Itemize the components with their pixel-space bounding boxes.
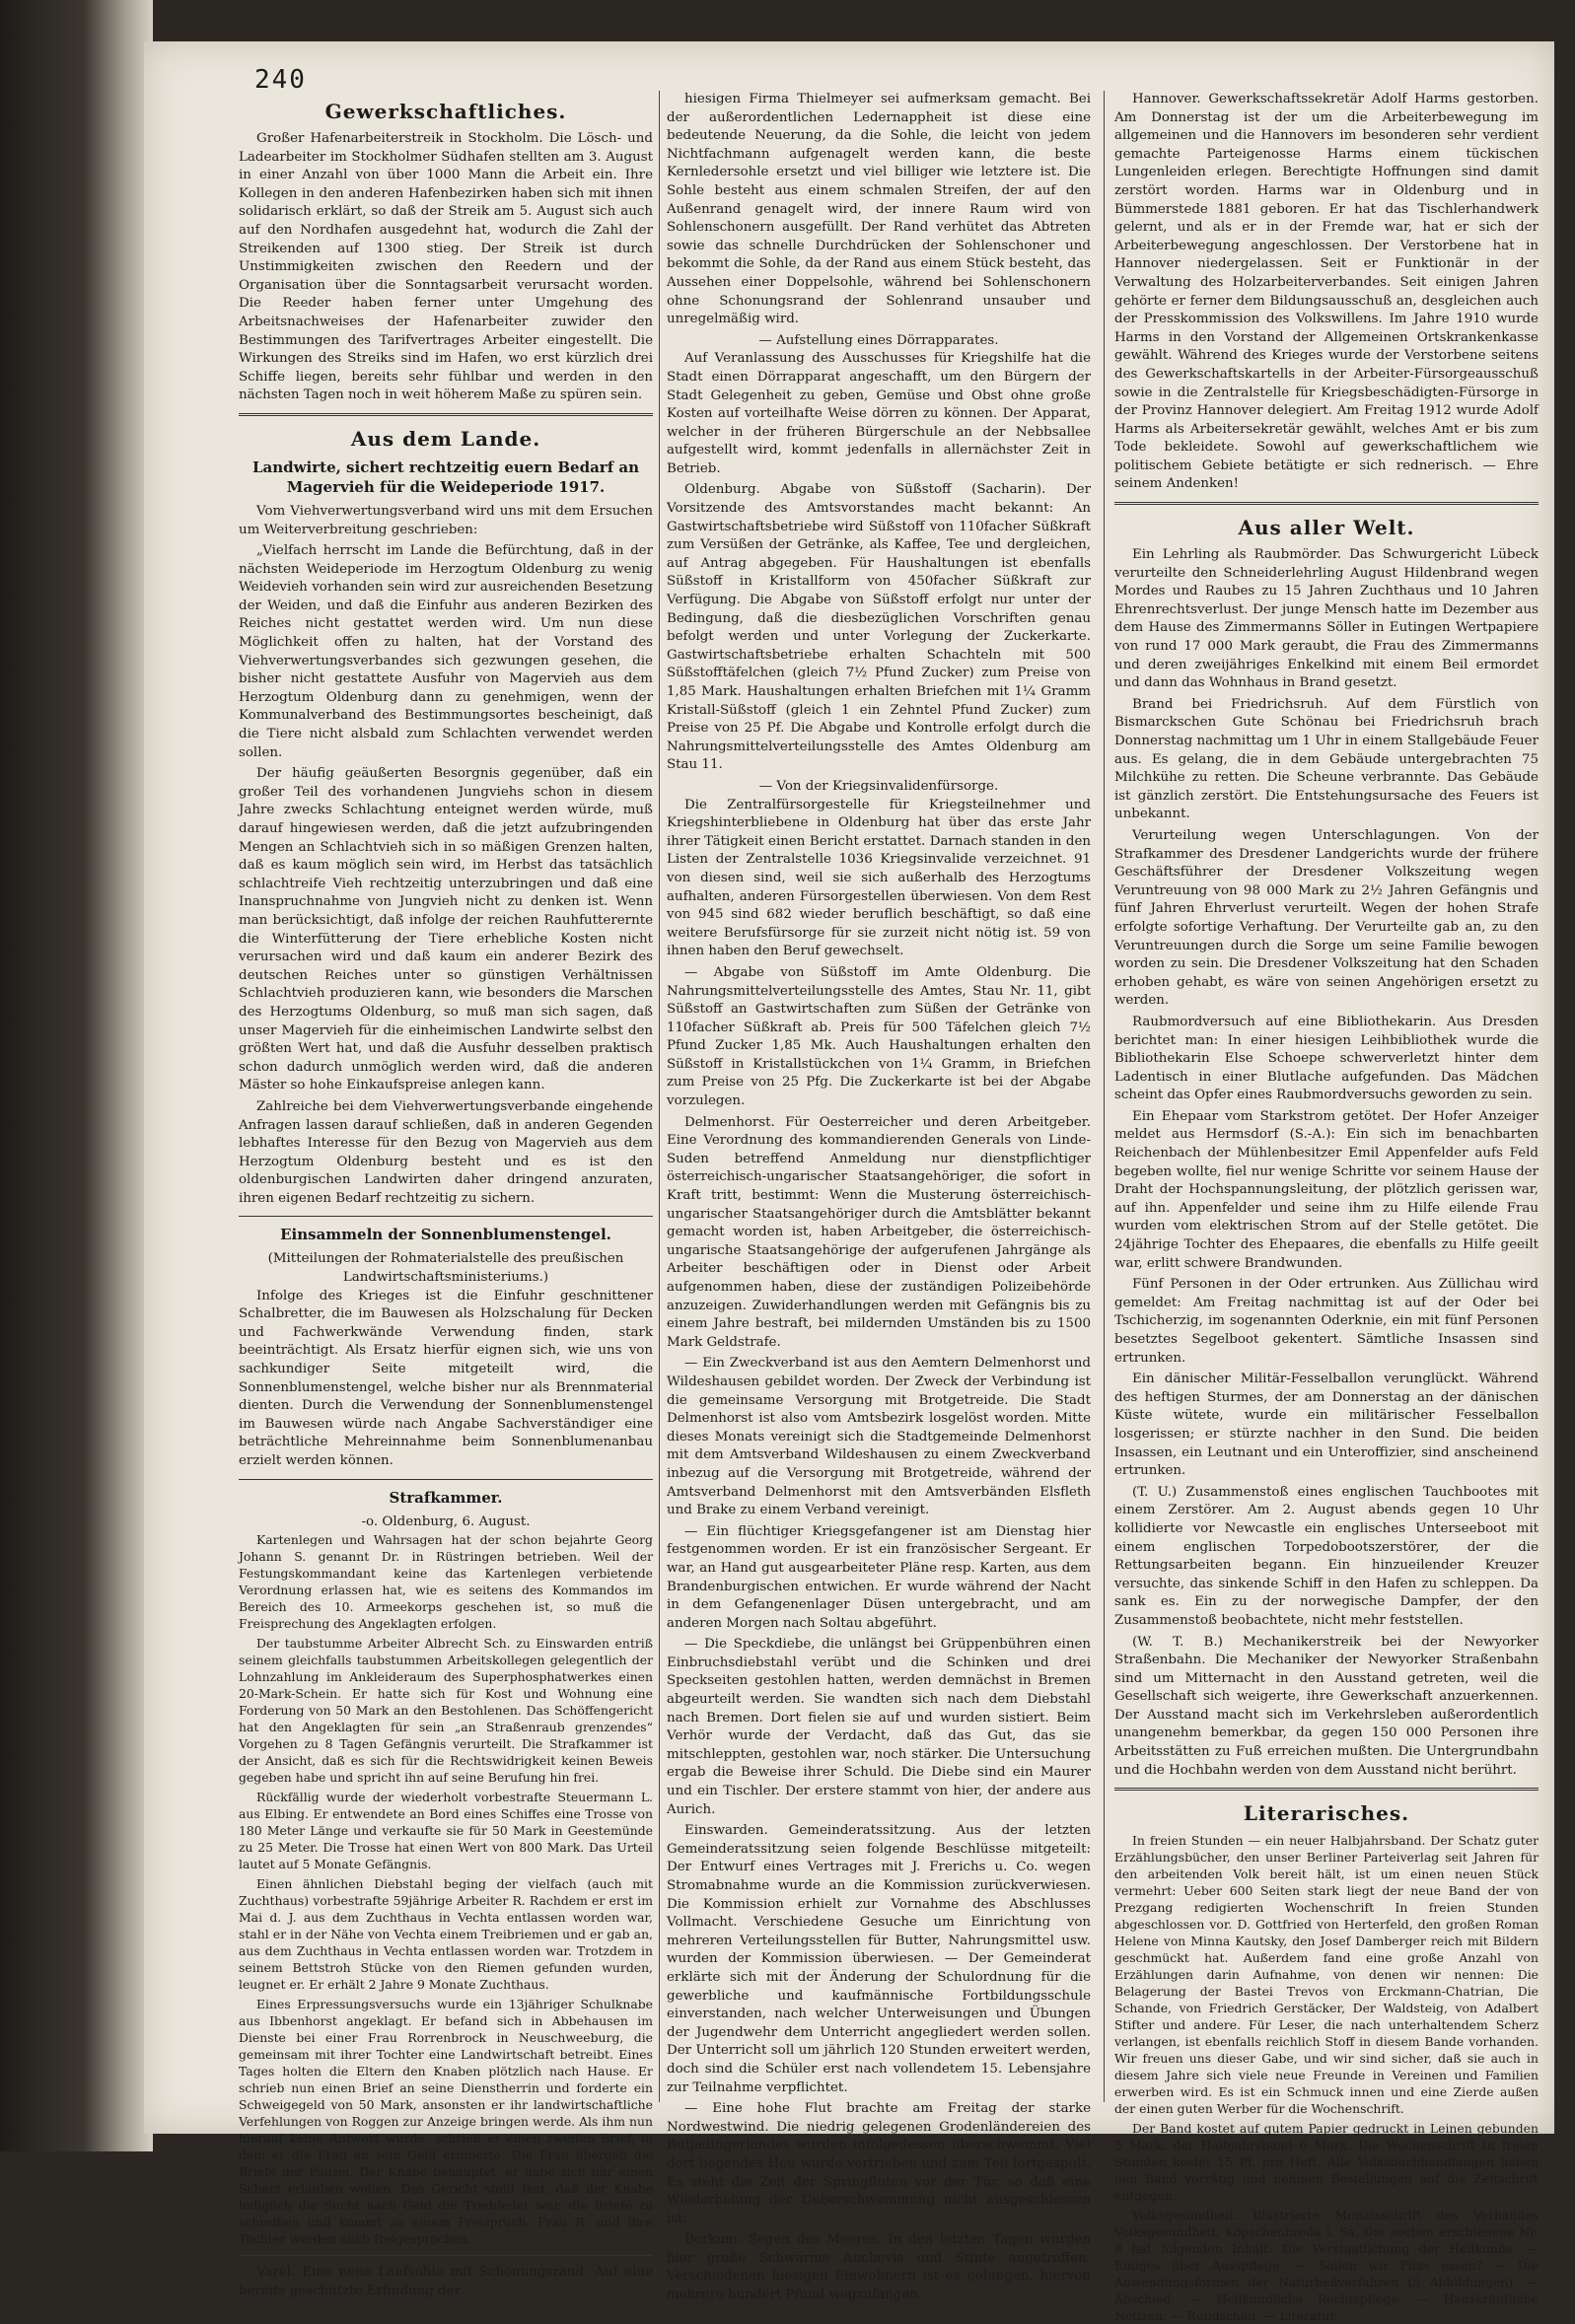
column-1 [239, 91, 653, 2298]
paragraph: Delmenhorst. Für Oesterreicher und deren Arbeitgeber. Eine Verordnung des kommandierenden Generals von Linde-Suden betreffend Anmeldung nur dienstpflichtiger österreichisch-ungarischer Staatsangehöriger, die sofort in Kraft tritt, bestimmt: Wenn die Musterung österreichisch-ungarischer Staatsangehöriger durch die Amtsblätter bekannt gemacht worden ist, haben Arbeitgeber, die österreichisch-ungarische Staatsangehörige der aufgerufenen Jahrgänge als Arbeiter beschäftigen oder in Dienst oder Arbeit aufgenommen haben, diese der zuständigen Polizeibehörde anzuzeigen. Zuwiderhandlungen werden mit Gefängnis bis zu einem Jahre bestraft, bei mildernden Umständen bis zu 1500 Mark Geldstrafe. [667, 1114, 1091, 1350]
paragraph: Der Band kostet auf gutem Papier gedruckt in Leinen gebunden 5 Mark, der Halbjahrsband 6 Mark. Die Wochenschrift In freien Stunden kostet 15 Pf. pro Heft. Alle Volksbuchhandlungen haben den Band vorrätig und nehmen Bestellungen auf die Zeitschrift entgegen. [1114, 2121, 1539, 2204]
paragraph: Hannover. Gewerkschaftssekretär Adolf Harms gestorben. Am Donnerstag ist der um die Arbeiterbewegung im allgemeinen und die Hannovers im besonderen sehr verdient gemachte Parteigenosse Harms einem tückischen Lungenleiden erlegen. Berechtigte Hoffnungen sind damit zerstört worden. Harms war in Oldenburg und in Bümmerstede 1881 geboren. Er hat das Tischlerhandwerk gelernt, und als er in der Fremde war, hat er sich der Arbeiterbewegung angeschlossen. Der Verstorbene hat in Hannover niedergelassen. Seit er Funktionär in der Verwaltung des Holzarbeiterverbandes. Seit einigen Jahren gehörte er ferner dem Bildungsausschuß an, desgleichen auch der Presskommission des Volkswillens. Im Jahre 1910 wurde Harms in den Vorstand der Allgemeinen Ortskrankenkasse gewählt. Während des Krieges wurde der Verstorbene seitens des Gewerkschaftskartells in der Arbeiter-Fürsorgeausschuß sowie in die Zentralstelle für Kriegsbeschädigten-Fürsorge in der Provinz Hannover delegiert. Am Freitag 1912 wurde Adolf Harms als Arbeitersekretär gewählt, welches Amt er bis zum Tode bekleidete. Sowohl auf gewerkschaftlichem wie politischem Gebiete betätigte er sich rednerisch. — Ehre seinem Andenken! [1114, 92, 1539, 492]
paragraph: — Abgabe von Süßstoff im Amte Oldenburg. Die Nahrungsmittelverteilungsstelle des Amtes, Stau Nr. 11, gibt Süßstoff an Gastwirtschaften zum Süßen der Getränke von 110facher Süßkraft ab. Preis für 500 Täfelchen gleich 7½ Pfund Zucker 1,85 Mk. Auch Haushaltungen erhalten den Süßstoff in Kristallstückchen von 1¼ Gramm, in Briefchen zum Preise von 25 Pfg. Die Zuckerkarte ist bei der Abgabe vorzulegen. [667, 964, 1091, 1109]
article-source-note: (Mitteilungen der Rohmaterialstelle des preußischen Landwirtschaftsministeriums.) [267, 1251, 624, 1286]
paragraph: Ein Lehrling als Raubmörder. Das Schwurgericht Lübeck verurteilte den Schneiderlehrling August Hildenbrand wegen Mordes und Raubes zu 15 Jahren Zuchthaus und 10 Jahren Ehrenrechtsverlust. Der junge Mensch hatte im Dezember aus dem Hause des Zimmermanns Söller in Eutingen Wertpapiere von rund 17 000 Mark geraubt, die Frau des Zimmermanns und deren zweijähriges Enkelkind mit einem Beil ermordet und dann das Wohnhaus in Brand gesetzt. [1114, 547, 1539, 691]
paragraph: (T. U.) Zusammenstoß eines englischen Tauchbootes mit einem Zerstörer. Am 2. August abends gegen 10 Uhr kollidierte vor Newcastle ein englisches Unterseeboot mit einem englischen Torpedobootszerstörer, der die Rettungsarbeiten begann. Ein hinzueilender Kreuzer versuchte, das sinkende Schiff in den Hafen zu schleppen. Da sank es. Ein zu der norwegische Dampfer, der den Zusammenstoß beobachtete, nicht mehr feststellen. [1114, 1484, 1539, 1628]
paragraph: Varel. Eine neue Laufsohle mit Schonungsrand. Auf eine bereits geschützte Erfindung der [239, 2265, 653, 2298]
paragraph: Oldenburg. Abgabe von Süßstoff (Sacharin). Der Vorsitzende des Amtsvorstandes macht bekannt: An Gastwirtschaftsbetriebe wird Süßstoff von 110facher Süßkraft zum Versüßen der Getränke, als Kaffee, Tee und dergleichen, auf Antrag abgegeben. Für Haushaltungen ist ebenfalls Süßstoff in Kristallform von 450facher Süßkraft zur Verfügung. Die Abgabe von Süßstoff erfolgt nur unter der Bedingung, daß die diesbezüglichen Vorschriften genau befolgt werden und unter Vorlegung der Zuckerkarte. Gastwirtschaftsbetriebe erhalten Schachteln mit 500 Süßstofftäfelchen (gleich 7½ Pfund Zucker) zum Preise von 1,85 Mark. Haushaltungen erhalten Briefchen mit 1¼ Gramm Kristall-Süßstoff (gleich 1 ein Zehntel Pfund Zucker) zum Preise von 25 Pf. Die Abgabe und Kontrolle erfolgt durch die Nahrungsmittelverteilungsstelle des Amtes Oldenburg am Stau 11. [667, 482, 1091, 773]
column-rule-1 [659, 91, 660, 2102]
column-rule-2 [1104, 91, 1105, 2102]
article-headline-magervieh: Landwirte, sichert rechtzeitig euern Bedarf an Magervieh für die Weideperiode 1917. [251, 458, 640, 496]
paragraph: Einswarden. Gemeinderatssitzung. Aus der letzten Gemeinderatssitzung seien folgende Beschlüsse mitgeteilt: Der Entwurf eines Vertrages mit J. Frerichs u. Co. wegen Stromabnahme wurde an die Kommission zurückverwiesen. Die Kommission erhielt zur Vornahme des Abschlusses Vollmacht. Verschiedene Gesuche um Einrichtung von mehreren Verteilungsstellen für Butter, Nahrungsmittel usw. wurden der Kommission überwiesen. — Der Gemeinderat erklärte sich mit der Änderung der Schulordnung für die gewerbliche und kaufmännische Fortbildungsschule einverstanden, nach welcher Unterweisungen und Übungen der Jugendwehr dem Unterricht angegliedert werden sollen. Der Unterricht soll um jährlich 120 Stunden erweitert werden, doch sind die Schüler erst nach vollendetem 15. Lebensjahre zur Teilnahme verpflichtet. [667, 1823, 1091, 2095]
section-divider [239, 413, 653, 416]
paragraph: In freien Stunden — ein neuer Halbjahrsband. Der Schatz guter Erzählungsbücher, den unser Berliner Parteiverlag seit Jahren für den arbeitenden Volk bereit hält, ist um einen neuen Stück vermehrt: Ueber 600 Seiten stark liegt der neue Band der von Prezgang redigierten Wochenschrift In freien Stunden abgeschlossen vor. D. Gottfried von Herterfeld, den großen Roman Helene von Minna Kautsky, den Josef Damberger reich mit Bildern geschmückt hat. Außerdem fand eine große Anzahl von Erzählungen darin Aufnahme, von denen wir nennen: Die Belagerung der Bastei Trevos von Erckmann-Chatrian, Die Schande, von Friedrich Gerstäcker, Der Waldsteig, von Adalbert Stifter und andere. Für Leser, die nach unterhaltendem Scherz verlangen, ist ebenfalls reichlich Stoff in diesem Bande vorhanden. Wir freuen uns dieser Gabe, und wir sind sicher, daß sie auch in diesem Jahre sich viele neue Freunde in Vereinen und Familien erwerben wird. Es ist ein Schmuck innen und eine Zierde außen der einen guten Werber für die Wochenschrift. [1114, 1833, 1539, 2117]
paragraph: Der häufig geäußerten Besorgnis gegenüber, daß ein großer Teil des vorhandenen Jungviehs schon in diesem Jahre zwecks Schlachtung enteignet werden würde, muß darauf hingewiesen werden, daß die jetzt aufzubringenden Mengen an Schlachtvieh sich in so mäßigen Grenzen halten, daß es kaum möglich sein wird, im Herbst das tatsächlich schlachtreife Vieh rechtzeitig unterzubringen und daß eine Inanspruchnahme von Jungvieh nicht zu denken ist. Wenn man berücksichtigt, daß infolge der reichen Rauhfutterernte die Winterfütterung der Tiere erhebliche Kosten nicht verursachen wird und daß kaum ein anderer Bezirk des deutschen Reiches unter so günstigen Verhältnissen Schlachtvieh produzieren kann, wie besonders die Marschen des Herzogtums Oldenburg, so muß man sich sagen, daß unser Magervieh für die einheimischen Landwirte selbst den größten Wert hat, und daß die Ausfuhr desselben praktisch schon dadurch unmöglich werden wird, daß die anderen Mäster so hohe Einkaufspreise anlegen kann. [239, 766, 653, 1093]
paragraph: Auf Veranlassung des Ausschusses für Kriegshilfe hat die Stadt einen Dörrapparat angeschafft, um den Bürgern der Stadt Gelegenheit zu geben, Gemüse und Obst ohne große Kosten auf vorteilhafte Weise dörren zu können. Der Apparat, welcher in der früheren Bürgerschule an der Nebbsallee aufgestellt wird, kommt jedenfalls in allernächster Zeit in Betrieb. [667, 351, 1091, 476]
paragraph: Verurteilung wegen Unterschlagungen. Von der Strafkammer des Dresdener Landgerichts wurde der frühere Geschäftsführer der Dresdener Volkszeitung wegen Veruntreuung von 98 000 Mark zu 2½ Jahren Gefängnis und fünf Jahren Ehrverlust verurteilt. Wegen der hohen Strafe erfolgte sofortige Verhaftung. Der Verurteilte gab an, zu den Veruntreuungen durch die Sorge um seine Familie bewogen worden zu sein. Die Dresdener Volkszeitung hat den Schaden erhoben gehabt, es wäre von seinen Angehörigen ersetzt zu werden. [1114, 827, 1539, 1009]
paragraph: Brand bei Friedrichsruh. Auf dem Fürstlich von Bismarckschen Gute Schönau bei Friedrichsruh brach Donnerstag nachmittag um 1 Uhr in einem Stallgebäude Feuer aus. Es gelang, die in dem Gebäude untergebrachten 75 Milchkühe zu retten. Die Scheune verbrannte. Das Gebäude ist gänzlich zerstört. Die Entstehungsursache des Feuers ist unbekannt. [1114, 696, 1539, 822]
paragraph: (W. T. B.) Mechanikerstreik bei der Newyorker Straßenbahn. Die Mechaniker der Newyorker Straßenbahn sind um Mitternacht in den Ausstand getreten, weil die Gesellschaft sich weigerte, ihre Gewerkschaft anzuerkennen. Der Ausstand macht sich im Verkehrsleben außerordentlich unangenehm bemerkbar, da gegen 150 000 Personen ihre Arbeitsstätten zu Fuß erreichen mußten. Die Untergrundbahn und die Hochbahn werden von dem Ausstand nicht berührt. [1114, 1634, 1539, 1778]
paragraph: hiesigen Firma Thielmeyer sei aufmerksam gemacht. Bei der außerordentlichen Ledernappheit ist diese eine bedeutende Neuerung, da die Sohle, die leicht von jedem Nichtfachmann aufgenagelt werden kann, die beste Kernledersohle ersetzt und viel billiger wie letztere ist. Die Sohle besteht aus einem schmalen Streifen, der auf den Außenrand genagelt wird, der innere Raum wird von Sohlenschonern ausgefüllt. Der Rand verhütet das Abtreten sowie das schnelle Durchdrücken der Sohlenschoner und bekommt die Sohle, da der Rand aus einem Stück besteht, das Aussehen einer Doppelsohle, während bei Sohlenschonern ohne Schonungsrand der Sohlenrand unsauber und unregelmäßig wird. [667, 92, 1091, 327]
article-divider [239, 1479, 653, 1480]
paragraph: Zahlreiche bei dem Viehverwertungsverbande eingehende Anfragen lassen darauf schließen, daß in anderen Gegenden lebhaftes Interesse für den Bezug von Magervieh aus dem Herzogtum Oldenburg besteht und es ist den oldenburgischen Landwirten daher dringend anzuraten, ihren eigenen Bedarf rechtzeitig zu sichern. [239, 1098, 653, 1206]
section-divider [1114, 1788, 1539, 1791]
dateline: -o. Oldenburg, 6. August. [361, 1514, 531, 1529]
paragraph: „Vielfach herrscht im Lande die Befürchtung, daß in der nächsten Weideperiode im Herzogtum Oldenburg zu wenig Weidevieh vorhanden sein wird zur ausreichenden Besetzung der Weiden, und daß die Einfuhr aus anderen Bezirken des Reiches nicht gestattet werden wird. Um nun diese Möglichkeit offen zu halten, hat der Vorstand des Viehverwertungsverbandes sich gezwungen gesehen, die bisher nicht gestattete Ausfuhr von Magervieh aus dem Herzogtum Oldenburg dann zu genehmigen, wenn der Kommunalverband des Bestimmungsortes bescheinigt, daß die Tiere nicht alsbald zum Schlachten verwendet werden sollen. [239, 543, 653, 760]
section-title-literarisches: Literarisches. [1243, 1801, 1410, 1826]
paragraph: Ein dänischer Militär-Fesselballon verunglückt. Während des heftigen Sturmes, der am Donnerstag an der dänischen Küste wütete, wurde ein militärischer Fesselballon losgerissen; er stürzte nachher in den Sund. Die beiden Insassen, ein Leutnant und ein Unteroffizier, sind anscheinend ertrunken. [1114, 1372, 1539, 1479]
paragraph: Einen ähnlichen Diebstahl beging der vielfach (auch mit Zuchthaus) vorbestrafte 59jährige Arbeiter R. Rachdem er erst im Mai d. J. aus dem Zuchthaus in Vechta entlassen worden war, stahl er in der Nähe von Vechta einem Treibriemen und er gab an, aus dem Zuchthaus in Vechta entlassen worden war. Trotzdem in seinem Bettstroh Stücke von den Riemen gefunden wurden, leugnet er. Er erhält 2 Jahre 9 Monate Zuchthaus. [239, 1876, 653, 1993]
paragraph: — Die Speckdiebe, die unlängst bei Grüppenbühren einen Einbruchsdiebstahl verübt und die Schinken und drei Speckseiten gestohlen hatten, werden demnächst in Bremen abgeurteilt werden. Sie wandten sich nach dem Diebstahl nach Bremen. Dort fielen sie auf und wurden sistiert. Beim Verhör wurde der Verdacht, daß das Gut, das sie mitschleppten, gestohlen war, noch stärker. Die Untersuchung ergab die Beweise ihrer Schuld. Die Diebe sind ein Maurer und ein Tischler. Der erstere stammt von hier, der andere aus Aurich. [667, 1637, 1091, 1817]
column-3 [1114, 91, 1539, 2324]
article-headline-kriegsinvaliden: — Von der Kriegsinvalidenfürsorge. [758, 778, 999, 794]
section-title-aus-dem-lande: Aus dem Lande. [350, 426, 541, 451]
article-hafenarbeiterstreik: Großer Hafenarbeiterstreik in Stockholm. Die Lösch- und Ladearbeiter im Stockholmer Südhafen stellten am 3. August in einer Anzahl von über 1000 Mann die Arbeit ein. Ihre Kollegen in den anderen Hafenbezirken haben sich mit ihnen solidarisch erklärt, so daß der Streik am 5. August sich auch auf den Nordhafen ausgedehnt hat, wodurch die Zahl der Streikenden auf 1300 stieg. Der Streik ist durch Unstimmigkeiten zwischen den Reedern und der Organisation über die Sonntagsarbeit verursacht worden. Die Reeder haben ferner unter Umgehung des Arbeitsnachweises der Hafenarbeiter zuwider den Bestimmungen des Tarifvertrages Arbeiter eingestellt. Die Wirkungen des Streiks sind im Hafen, wo erst kürzlich drei Schiffe liegen, bereits sehr fühlbar und werden in den nächsten Tagen noch in weit höherem Maße zu spüren sein. [239, 131, 653, 403]
book-spine-shadow [0, 0, 153, 2151]
paragraph: — Ein Zweckverband ist aus den Aemtern Delmenhorst und Wildeshausen gebildet worden. Der Zweck der Verbindung ist die gemeinsame Versorgung mit Brotgetreide. Die Stadt Delmenhorst ist also vom Amtsbezirk losgelöst worden. Mitte dieses Monats vereinigt sich die Stadtgemeinde Delmenhorst mit dem Amtsverband Wildeshausen zu einem Zweckverband inbezug auf die Versorgung mit Brotgetreide, während der Amtsverband Delmenhorst mit den Amtsverbänden Elsfleth und Brake zu einem Verband vereinigt. [667, 1356, 1091, 1518]
paragraph: — Ein flüchtiger Kriegsgefangener ist am Dienstag hier festgenommen worden. Er ist ein französischer Sergeant. Er war, an Hand gut ausgearbeiteter Pläne resp. Karten, aus dem Brandenburgischen entwichen. Er wurde während der Nacht in dem Gefangenenlager Düsen untergebracht, und am anderen Morgen nach Soltau abgeführt. [667, 1523, 1091, 1631]
section-title-gewerkschaftliches: Gewerkschaftliches. [324, 100, 567, 123]
column-2 [667, 91, 1091, 2303]
paragraph: Infolge des Krieges ist die Einfuhr geschnittener Schalbretter, die im Bauwesen als Holzschalung für Decken und Fachwerkwände Verwendung finden, stark beeinträchtigt. Als Ersatz hierfür eignen sich, wie uns von sachkundiger Seite mitgeteilt wird, die Sonnenblumenstengel, welche bisher nur als Brennmaterial dienten. Durch die Verwendung der Sonnenblumenstengel im Bauwesen würde nach Angabe Sachverständiger eine beträchtliche Mehreinnahme beim Sonnenblumenanbau erzielt werden können. [239, 1288, 653, 1468]
paragraph: Rückfällig wurde der wiederholt vorbestrafte Steuermann L. aus Elbing. Er entwendete an Bord eines Schiffes eine Trosse von 180 Meter Länge und verkaufte sie für 50 Mark in Geestemünde zu 25 Meter. Die Trosse hat einen Wert von 800 Mark. Das Urteil lautet auf 5 Monate Gefängnis. [239, 1790, 653, 1872]
paragraph: Fünf Personen in der Oder ertrunken. Aus Züllichau wird gemeldet: Am Freitag nachmittag ist auf der Oder bei Tschicherzig, im sogenannten Oderknie, ein mit fünf Personen besetztes Segelboot gekentert. Sämtliche Insassen sind ertrunken. [1114, 1277, 1539, 1366]
paragraph: Eines Erpressungsversuchs wurde ein 13jähriger Schulknabe aus Ibbenhorst angeklagt. Er befand sich in Abbehausen im Dienste bei einer Frau Rorrenbrock in Neuschweeburg, die gemeinsam mit ihrer Tochter eine Landwirtschaft betreibt. Eines Tages holten die Eltern den Knaben plötzlich nach Hause. Er schrieb nun einen Brief an seine Dienstherrin und forderte ein Schweigegeld von 50 Mark, ansonsten er ihr landwirtschaftliche Verfehlungen von Roggen zur Anzeige bringen werde. Als ihm nun hierauf keine Antwort wurde, schrieb er einen zweiten Brief, in dem er die Frau an sein Geld erinnerte. Die Frau übergab die Briefe der Polizei. Der Knabe behauptet, er habe sich nur einen Scherz erlauben wollen. Das Gericht stellt fest, daß der Knabe lediglich die Sucht nach Geld die Triebfeder war, die Briefe zu schreiben und kommt zu einem Freispruch. Frau R. und ihre Tochter werden auch freigesprochen. [239, 1997, 653, 2247]
paragraph: Raubmordversuch auf eine Bibliothekarin. Aus Dresden berichtet man: In einer hiesigen Leihbibliothek wurde die Bibliothekarin Else Schoepe schwerverletzt hinter dem Ladentisch in einer Blutlache aufgefunden. Das Mädchen scheint das Opfer eines Raubmordversuchs geworden zu sein. [1114, 1014, 1539, 1103]
paragraph: Der taubstumme Arbeiter Albrecht Sch. zu Einswarden entriß seinem gleichfalls taubstummen Arbeitskollegen gelegentlich der Lohnzahlung im Ankleideraum des Superphosphatwerkes einen 20-Mark-Schein. Er hatte sich für Kost und Wohnung eine Forderung von 50 Mark an den Bestohlenen. Das Schöffengericht hat den Angeklagten für sein „an Straßenraub grenzendes“ Vorgehen zu 8 Tagen Gefängnis verurteilt. Die Strafkammer ist der Ansicht, daß es sich für die Rechtswidrigkeit keinen Beweis gegeben habe und spricht ihn auf seine Berufung hin frei. [239, 1636, 653, 1786]
paragraph: Die Zentralfürsorgestelle für Kriegsteilnehmer und Kriegshinterbliebene in Oldenburg hat über das erste Jahr ihrer Tätigkeit einen Bericht erstattet. Darnach standen in den Listen der Zentralstelle 1036 Kriegsinvalide verzeichnet. 91 von diesen sind, weil sie sich außerhalb des Herzogtums aufhalten, anderen Fürsorgestellen überwiesen. Von dem Rest von 945 sind 682 wieder beruflich beschäftigt, so daß eine weitere Berufsfürsorge für sie zurzeit nicht nötig ist. 59 von ihnen haben den Beruf gewechselt. [667, 797, 1091, 959]
article-divider [239, 2255, 653, 2256]
section-title-aus-aller-welt: Aus aller Welt. [1238, 516, 1415, 540]
section-divider [1114, 502, 1539, 505]
article-headline-sonnenblumen: Einsammeln der Sonnenblumenstengel. [280, 1226, 611, 1244]
paragraph: — Eine hohe Flut brachte am Freitag der starke Nordwestwind. Die niedrig gelegenen Grodenländereien des Butjadingerlandes wurden infolgedessen überschwemmt. Viel dort liegendes Heu wurde vertrieben und zum Teil fortgespült. Es steht die Zeit der Springfluten vor der Tür, so daß eine Wiederholung der Ueberschwemmung nicht ausgeschlossen ist. [667, 2101, 1091, 2226]
article-headline-strafkammer: Strafkammer. [389, 1488, 503, 1507]
article-headline-doerrapparat: — Aufstellung eines Dörrapparates. [758, 332, 999, 348]
paragraph: Vom Viehverwertungsverband wird uns mit dem Ersuchen um Weiterverbreitung geschrieben: [239, 503, 653, 537]
paragraph: Ein Ehepaar vom Starkstrom getötet. Der Hofer Anzeiger meldet aus Hermsdorf (S.-A.): Ein sich im benachbarten Reichenbach der Mühlenbesitzer Emil Appenfelder aufs Feld begeben wollte, fiel nur wenige Schritte vor seinem Hause der Draht der Hochspannungsleitung, der plötzlich gerissen war, auf ihn. Appenfelder und seine ihm zu Hilfe eilende Frau wurden vom elektrischen Strom auf der Stelle getötet. Die 24jährige Tochter des Ehepaares, die ebenfalls zu Hilfe geeilt war, erlitt schwere Brandwunden. [1114, 1108, 1539, 1271]
paragraph: Volksgesundheit. Illustrierte Monatsschrift des Verbandes Volksgesundheit, Köpschenbroda i. Sa. Die soeben erschienene Nr. 8 hat folgenden Inhalt: Die Verstaatlichung der Heilkunde. — Einiges über Ausspflege. — Sollen wir Pilze essen? — Die Anwendungsformen der Naturheilverfahren (5 Abbildungen). — Abschied. — Heilkundliche Rechtspflege. — Hauskräutliche Notizen. — Rundschau. — Literatur. [1114, 2208, 1539, 2324]
article-divider [239, 1216, 653, 1217]
paragraph: Kartenlegen und Wahrsagen hat der schon bejahrte Georg Johann S. genannt Dr. in Rüstringen betrieben. Weil der Festungskommandant keine das Kartenlegen verbietende Verordnung erlassen hat, wie es seitens des Kommandos im Bereich des 10. Armeekorps geschehen ist, so muß die Freisprechung des Angeklagten erfolgen. [239, 1532, 653, 1632]
page-number: 240 [254, 65, 307, 95]
paragraph: Borkum. Segen des Meeres. In den letzten Tagen wurden hier große Schwärme Anchovis und Stinte angetroffen. Verschiedenen hiesigen Einwohnern ist es gelungen, hiervon mehrere hundert Pfund wegzufangen. [667, 2232, 1091, 2303]
